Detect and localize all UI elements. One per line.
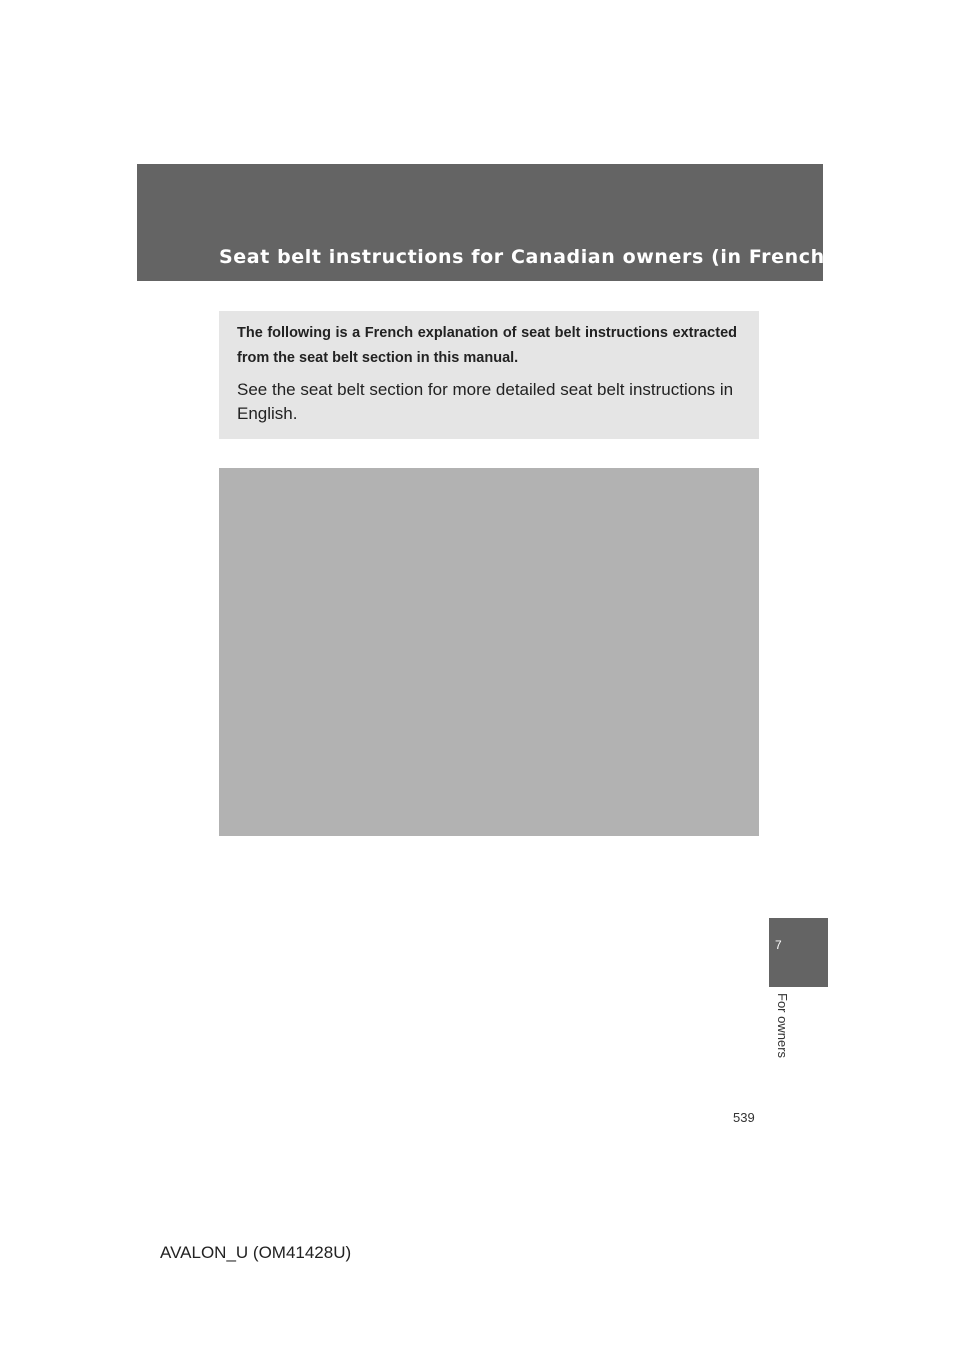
document-code: AVALON_U (OM41428U) (160, 1243, 352, 1262)
intro-box (219, 311, 759, 439)
section-header (137, 164, 835, 281)
intro-bold-text: The following is a French explanation of seat belt instructions extracted from the seat belt section in this manual. (237, 325, 737, 366)
intro-normal-text: See the seat belt section for more detailed seat belt instructions in English. (237, 380, 734, 423)
chapter-label: For owners (775, 993, 790, 1059)
page-number: 539 (733, 1110, 755, 1125)
chapter-tab (769, 918, 828, 987)
content-placeholder (219, 468, 759, 836)
chapter-number: 7 (775, 938, 782, 952)
section-title: Seat belt instructions for Canadian owners (in French) (219, 246, 835, 268)
